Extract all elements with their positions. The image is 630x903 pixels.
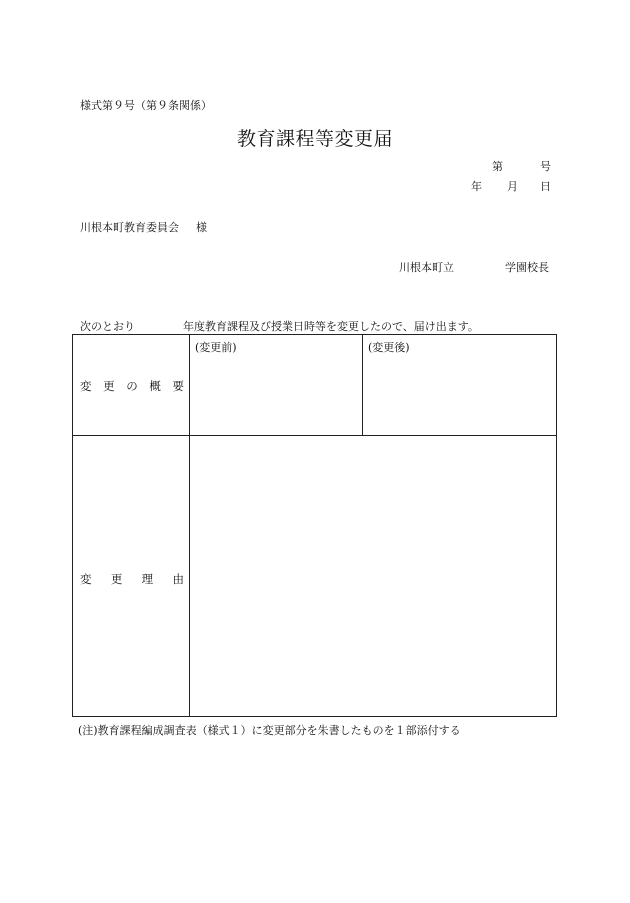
form-number-label: 様式第９号（第９条関係） <box>80 99 212 112</box>
after-change-header: (変更後) <box>368 341 410 354</box>
footnote-text: (注)教育課程編成調査表（様式１）に変更部分を朱書したものを１部添付する <box>78 724 461 737</box>
before-change-field[interactable] <box>190 355 361 434</box>
label-char: 概 <box>149 379 161 393</box>
label-char: 要 <box>172 379 184 393</box>
date-day-label: 日 <box>540 180 551 193</box>
label-char: 更 <box>103 379 115 393</box>
date-year-label: 年 <box>471 180 482 193</box>
addressee-honorific: 様 <box>196 221 207 234</box>
document-number-suffix: 号 <box>540 160 551 173</box>
sender-title-label: 学園校長 <box>505 261 549 274</box>
label-char: 理 <box>141 572 154 586</box>
change-form-table <box>72 334 557 717</box>
change-reason-label <box>80 571 184 587</box>
addressee-name: 川根本町教育委員会 <box>80 221 179 234</box>
document-title: 教育課程等変更届 <box>236 128 393 150</box>
before-change-header: (変更前) <box>195 341 237 354</box>
sender-town-label: 川根本町立 <box>399 261 454 274</box>
label-char: の <box>126 379 138 393</box>
label-char: 変 <box>80 572 92 586</box>
change-reason-field[interactable] <box>190 436 555 716</box>
intro-lead-text: 次のとおり <box>80 320 135 333</box>
change-summary-label <box>80 378 184 394</box>
label-char: 更 <box>110 572 123 586</box>
label-char: 由 <box>172 572 184 586</box>
after-change-field[interactable] <box>363 355 555 434</box>
date-month-label: 月 <box>507 180 518 193</box>
label-char: 変 <box>80 379 92 393</box>
intro-body-text: 年度教育課程及び授業日時等を変更したので、届け出ます。 <box>183 320 479 333</box>
document-number-prefix: 第 <box>492 160 503 173</box>
